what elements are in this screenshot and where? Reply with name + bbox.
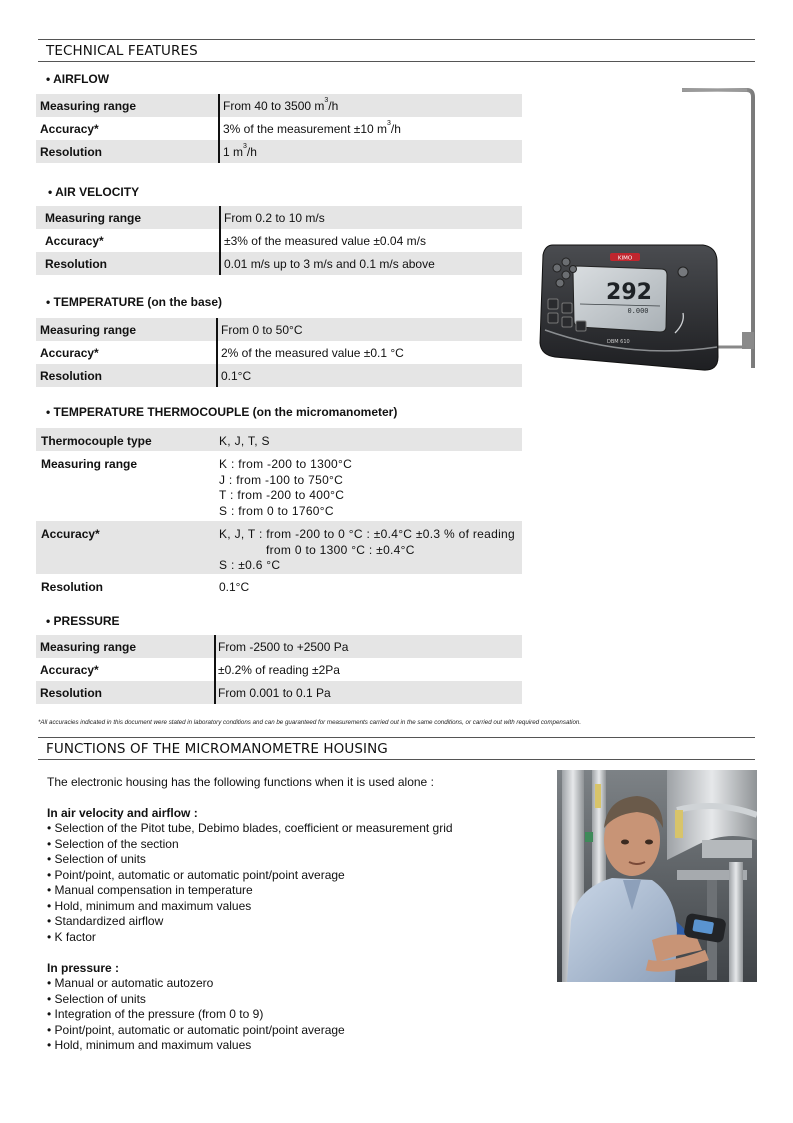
list-item: • Point/point, automatic or automatic point/point average [47,868,453,884]
display-value: 292 [606,280,652,305]
list-item: • Selection of the section [47,837,453,853]
column-divider [214,635,216,704]
subheading-airflow: • AIRFLOW [46,72,110,86]
spec-row: Resolution 0.01 m/s up to 3 m/s and 0.1 m/s above [36,252,522,275]
spec-table-airflow [36,94,522,163]
subheading-pressure: • PRESSURE [46,614,120,628]
spec-row: Measuring range From 0 to 50°C [36,318,522,341]
spec-row: Resolution From 0.001 to 0.1 Pa [36,681,522,704]
spec-row: Measuring range From 0.2 to 10 m/s [36,206,522,229]
functions-intro: The electronic housing has the following functions when it is used alone : [47,775,434,789]
list-item: • Manual compensation in temperature [47,883,453,899]
column-divider [219,206,221,275]
technician-photo [557,770,757,982]
list-item: • Selection of units [47,852,453,868]
spec-table-temperature [36,318,522,387]
list-item: • Hold, minimum and maximum values [47,899,453,915]
list-item: • Integration of the pressure (from 0 to 9) [47,1007,345,1023]
list-item: • Point/point, automatic or automatic point/point average [47,1023,345,1039]
section-header-functions [38,737,755,760]
spec-row: Thermocouple type K, J, T, S [36,428,522,451]
list-item: • K factor [47,930,453,946]
spec-row: Accuracy* K, J, T : from -200 to 0 °C : ±0.4°C ±0.3 % of reading from 0 to 1300 °C : ±0.4°C S : ±0.6 °C [36,521,522,574]
pressure-heading: In pressure : [47,961,120,975]
subheading-temperature: • TEMPERATURE (on the base) [46,295,222,309]
list-item: • Hold, minimum and maximum values [47,1038,345,1054]
spec-table-velocity [36,206,522,275]
list-item: • Selection of units [47,992,345,1008]
spec-row: Accuracy* 2% of the measured value ±0.1 °C [40,346,404,360]
spec-table-pressure [36,635,522,704]
spec-row: Accuracy* 3% of the measurement ±10 $m^3/h$ [40,120,401,136]
list-item: • Manual or automatic autozero [47,976,345,992]
pressure-function-list [47,976,345,1054]
spec-row: Accuracy* ±3% of the measured value ±0.04 m/s [45,234,426,248]
subheading-air-velocity: • AIR VELOCITY [48,185,140,199]
velocity-function-list [47,821,453,945]
velocity-airflow-heading: In air velocity and airflow : [47,806,198,820]
spec-row: Measuring range From 40 to 3500 $m^3/h$ [36,94,522,117]
spec-row: Resolution 1 $m^3/h$ [36,140,522,163]
list-item: • Selection of the Pitot tube, Debimo blades, coefficient or measurement grid [47,821,453,837]
model-label: DBM 610 [607,339,630,345]
brand-label: KIMO [617,255,633,262]
footnote: *All accuracies indicated in this document were stated in laboratory conditions and can be guaranteed for measurements carried out in the same conditions, or carried out with required compensation. [38,719,582,726]
spec-row: Measuring range From -2500 to +2500 Pa [36,635,522,658]
spec-row: Accuracy* ±0.2% of reading ±2Pa [40,663,340,677]
spec-row: Resolution 0.1°C [41,580,250,594]
section-title: FUNCTIONS OF THE MICROMANOMETRE HOUSING [46,741,388,757]
display-sub: 0.000 [627,307,649,315]
list-item: • Standardized airflow [47,914,453,930]
micromanometer-device-image [535,85,760,375]
subheading-thermocouple: • TEMPERATURE THERMOCOUPLE (on the micromanometer) [46,405,398,419]
spec-row: Measuring range K : from -200 to 1300°C J : from -100 to 750°C T : from -200 to 400°C S : from 0 to 1760°C [41,457,353,518]
spec-row: Resolution 0.1°C [36,364,522,387]
section-header-technical [38,39,755,62]
column-divider [218,94,220,163]
column-divider [216,318,218,387]
section-title: TECHNICAL FEATURES [46,43,198,59]
